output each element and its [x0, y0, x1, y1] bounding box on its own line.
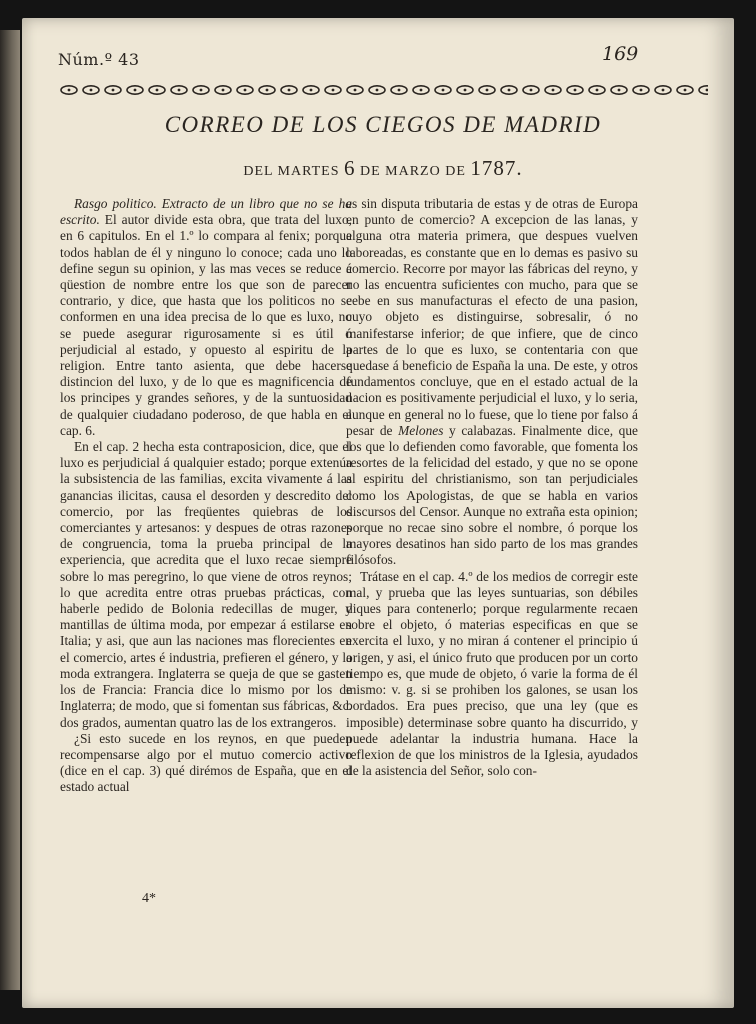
left-column [60, 196, 352, 796]
melones-italic: Melones [398, 422, 444, 438]
newspaper-title: CORREO DE LOS CIEGOS DE MADRID [164, 112, 602, 137]
chain-ornament-rule [58, 82, 708, 98]
paragraph-continuation [346, 196, 638, 569]
paragraph-cap3: ¿Si esto sucede en los reynos, en que pueden recompensarse algo por el mutuo comercio activo (dice en el cap. 3) qué dirémos de España, que en el estado actual [60, 730, 352, 795]
paragraph-intro [60, 196, 352, 439]
book-spine-edge [0, 30, 20, 990]
catchword: 4* [142, 891, 156, 906]
paragraph-intro-text: El autor divide esta obra, que trata del luxo, en 6 capitulos. En el 1.º lo compara al fenix; porque todos hablan de él y ninguno lo conoce; cada uno lo define segun su opinion, y las mas veces se reduce á qüestion de nombre entre los que son de parecer contrario, y dice, que hasta que los politicos no se conformen en una idea precisa de lo que es luxo, no se puede asegurar rigurosamente si es útil ó perjudicial al estado, y opuesto al espiritu de la religion. Entre tanto asienta, que debe hacerse distincion del luxo, y de lo que es magnificencia de los principes y grandes señores, y de la suntuosidad de qualquier ciudadano poderoso, de que habla en el cap. 6. [60, 212, 352, 438]
paragraph-cap4: Trátase en el cap. 4.º de los medios de corregir este mal, y prueba que las leyes suntuarias, son débiles diques para contenerlo; porque regularmente recaen sobre el objeto, ó materias especificas en que se exercita el luxo, y no miran á contener el principio ú origen, y asi, el único fruto que producen por un corto tiempo es, que mude de objeto, ó varie la forma de él mismo: v. g. si se prohiben los galones, se usan los bordados. Era pues preciso, que una ley (que es imposible) determinase sobre quanto ha discurrido, y puede adelantar la industria humana. Hace la reflexion de que los ministros de la Iglesia, ayudados de la asistencia del Señor, solo con- [346, 568, 638, 779]
continuation-text: es sin disputa tributaria de estas y de otras de Europa en punto de comercio? A excepcion de las lanas, y alguna otra materia primera, que despues vuelven laboreadas, es constante que en lo demas es pasivo su comercio. Recorre por mayor las fábricas del reyno, y no las encuentra suficientes con mucho, para que se cebe en sus manufacturas el efecto de una pasion, cuyo objeto es distinguirse, sobresalir, ó no manifestarse inferior; de que infiere, que de cinco partes de lo que es luxo, se contentaria con que quedase á beneficio de España la una. De este, y otros fundamentos concluye, que en el estado actual de la nacion es positivamente perjudicial el luxo, y lo seria, aunque en general no lo fuese, que lo tiene por falso á pesar de [346, 196, 638, 438]
date-year: 1787. [470, 156, 523, 180]
date-day: 6 [344, 156, 356, 180]
page-number: 169 [602, 43, 639, 65]
issue-date [58, 156, 708, 181]
date-prefix: DEL MARTES [243, 164, 340, 179]
date-month: DE MARZO DE [360, 164, 466, 179]
continuation-end: y calabazas. Finalmente dice, que los que lo defienden como favorable, que fomenta los resortes de la felicidad del estado, y que no se opone al espiritu del christianismo, son tan perjudiciales como los Apologistas, de que se habla en varios discursos del Censor. Aunque no extraña esta opinion; porque no recae sino sobre el nombre, ó porque los mayores desatinos han sido parto de los mas grandes filósofos. [346, 422, 638, 568]
issue-number: Núm.º 43 [58, 50, 140, 69]
paragraph-cap2: En el cap. 2 hecha esta contraposicion, dice, que el luxo es perjudicial á qualquier estado; porque extenúa la subsistencia de las familias, excita vivamente á las ganancias ilicitas, causa el desorden y descredito del comercio, por las freqüentes quiebras de los comerciantes y artesanos: y despues de otras razones de congruencia, toma la prueba principal de la experiencia, que acredita que el luxo recae siempre sobre lo mas peregrino, lo que viene de otros reynos; lo que acredita entre otras pruebas prácticas, con haberle pedido de Bolonia redecillas de muger, y mantillas de última moda, por empezar á estilarse en Italia; y asi, que aun las naciones mas florecientes en el comercio, artes é industria, prefieren el género, y la moda extrangera. Inglaterra se queja de que se gasten los de Francia: Francia dice lo mismo por los de Inglaterra; de modo, que si fomentan sus fábricas, &c. dos grados, aumentan quatro las de los extrangeros. [60, 439, 352, 730]
newspaper-page [22, 18, 734, 1008]
rasgo-heading: Rasgo politico. Extracto de un libro que no se ha escrito. [60, 196, 352, 228]
right-column [346, 196, 638, 779]
